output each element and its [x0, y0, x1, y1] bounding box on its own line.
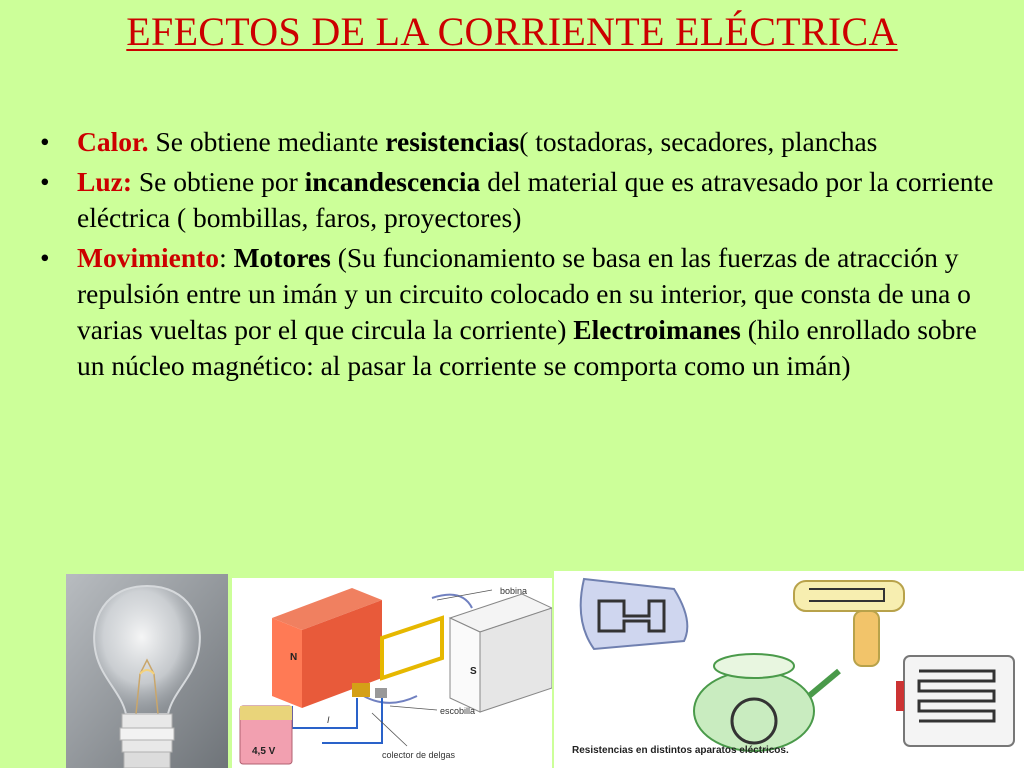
list-item-calor	[40, 124, 1000, 160]
text: (Su funcionamiento se basa en las fuerzas de atracción y repulsión entre un imán y un circuito colocado en su interior, que consta de una o varias vueltas por el que circula la corriente)	[77, 242, 971, 345]
bullet-marker: •	[40, 126, 50, 157]
label-n: N	[290, 652, 298, 663]
list-item-luz	[40, 164, 1000, 236]
page-title: EFECTOS DE LA CORRIENTE ELÉCTRICA	[126, 9, 898, 54]
appliances-image	[554, 571, 1024, 768]
list-item-movimiento	[40, 240, 1000, 384]
term-luz: Luz:	[77, 166, 132, 197]
bullet-list	[40, 124, 1000, 388]
motor-diagram	[232, 578, 552, 768]
bold-electroimanes: Electroimanes	[573, 314, 741, 345]
label-escobilla: escobilla	[440, 706, 476, 716]
text: Se obtiene mediante	[148, 126, 386, 157]
bullet-marker: •	[40, 242, 50, 273]
lightbulb-icon	[66, 574, 228, 768]
separator: :	[219, 242, 234, 273]
label-bobina: bobina	[500, 586, 528, 596]
label-s: S	[470, 666, 477, 677]
text: del material que es atravesado por la corriente eléctrica ( bombillas, faros, proyectores)	[77, 166, 994, 233]
term-calor: Calor.	[77, 126, 149, 157]
label-current: I	[327, 715, 330, 725]
lightbulb-image	[66, 574, 228, 768]
appliances-diagram	[554, 571, 1024, 768]
text: ( tostadoras, secadores, planchas	[519, 126, 878, 157]
bold-resistencias: resistencias	[385, 126, 520, 157]
appliances-caption: Resistencias en distintos aparatos eléctricos.	[572, 745, 789, 756]
label-voltage: 4,5 V	[252, 746, 276, 757]
text: Se obtiene por	[132, 166, 305, 197]
motor-diagram-image	[232, 578, 552, 768]
bold-incandescencia: incandescencia	[304, 166, 481, 197]
bold-motores: Motores	[233, 242, 331, 273]
label-colector: colector de delgas	[382, 750, 456, 760]
term-movimiento: Movimiento	[77, 242, 220, 273]
bullet-marker: •	[40, 166, 50, 197]
text: (hilo enrollado sobre un núcleo magnético: al pasar la corriente se comporta como un imán)	[77, 314, 977, 381]
